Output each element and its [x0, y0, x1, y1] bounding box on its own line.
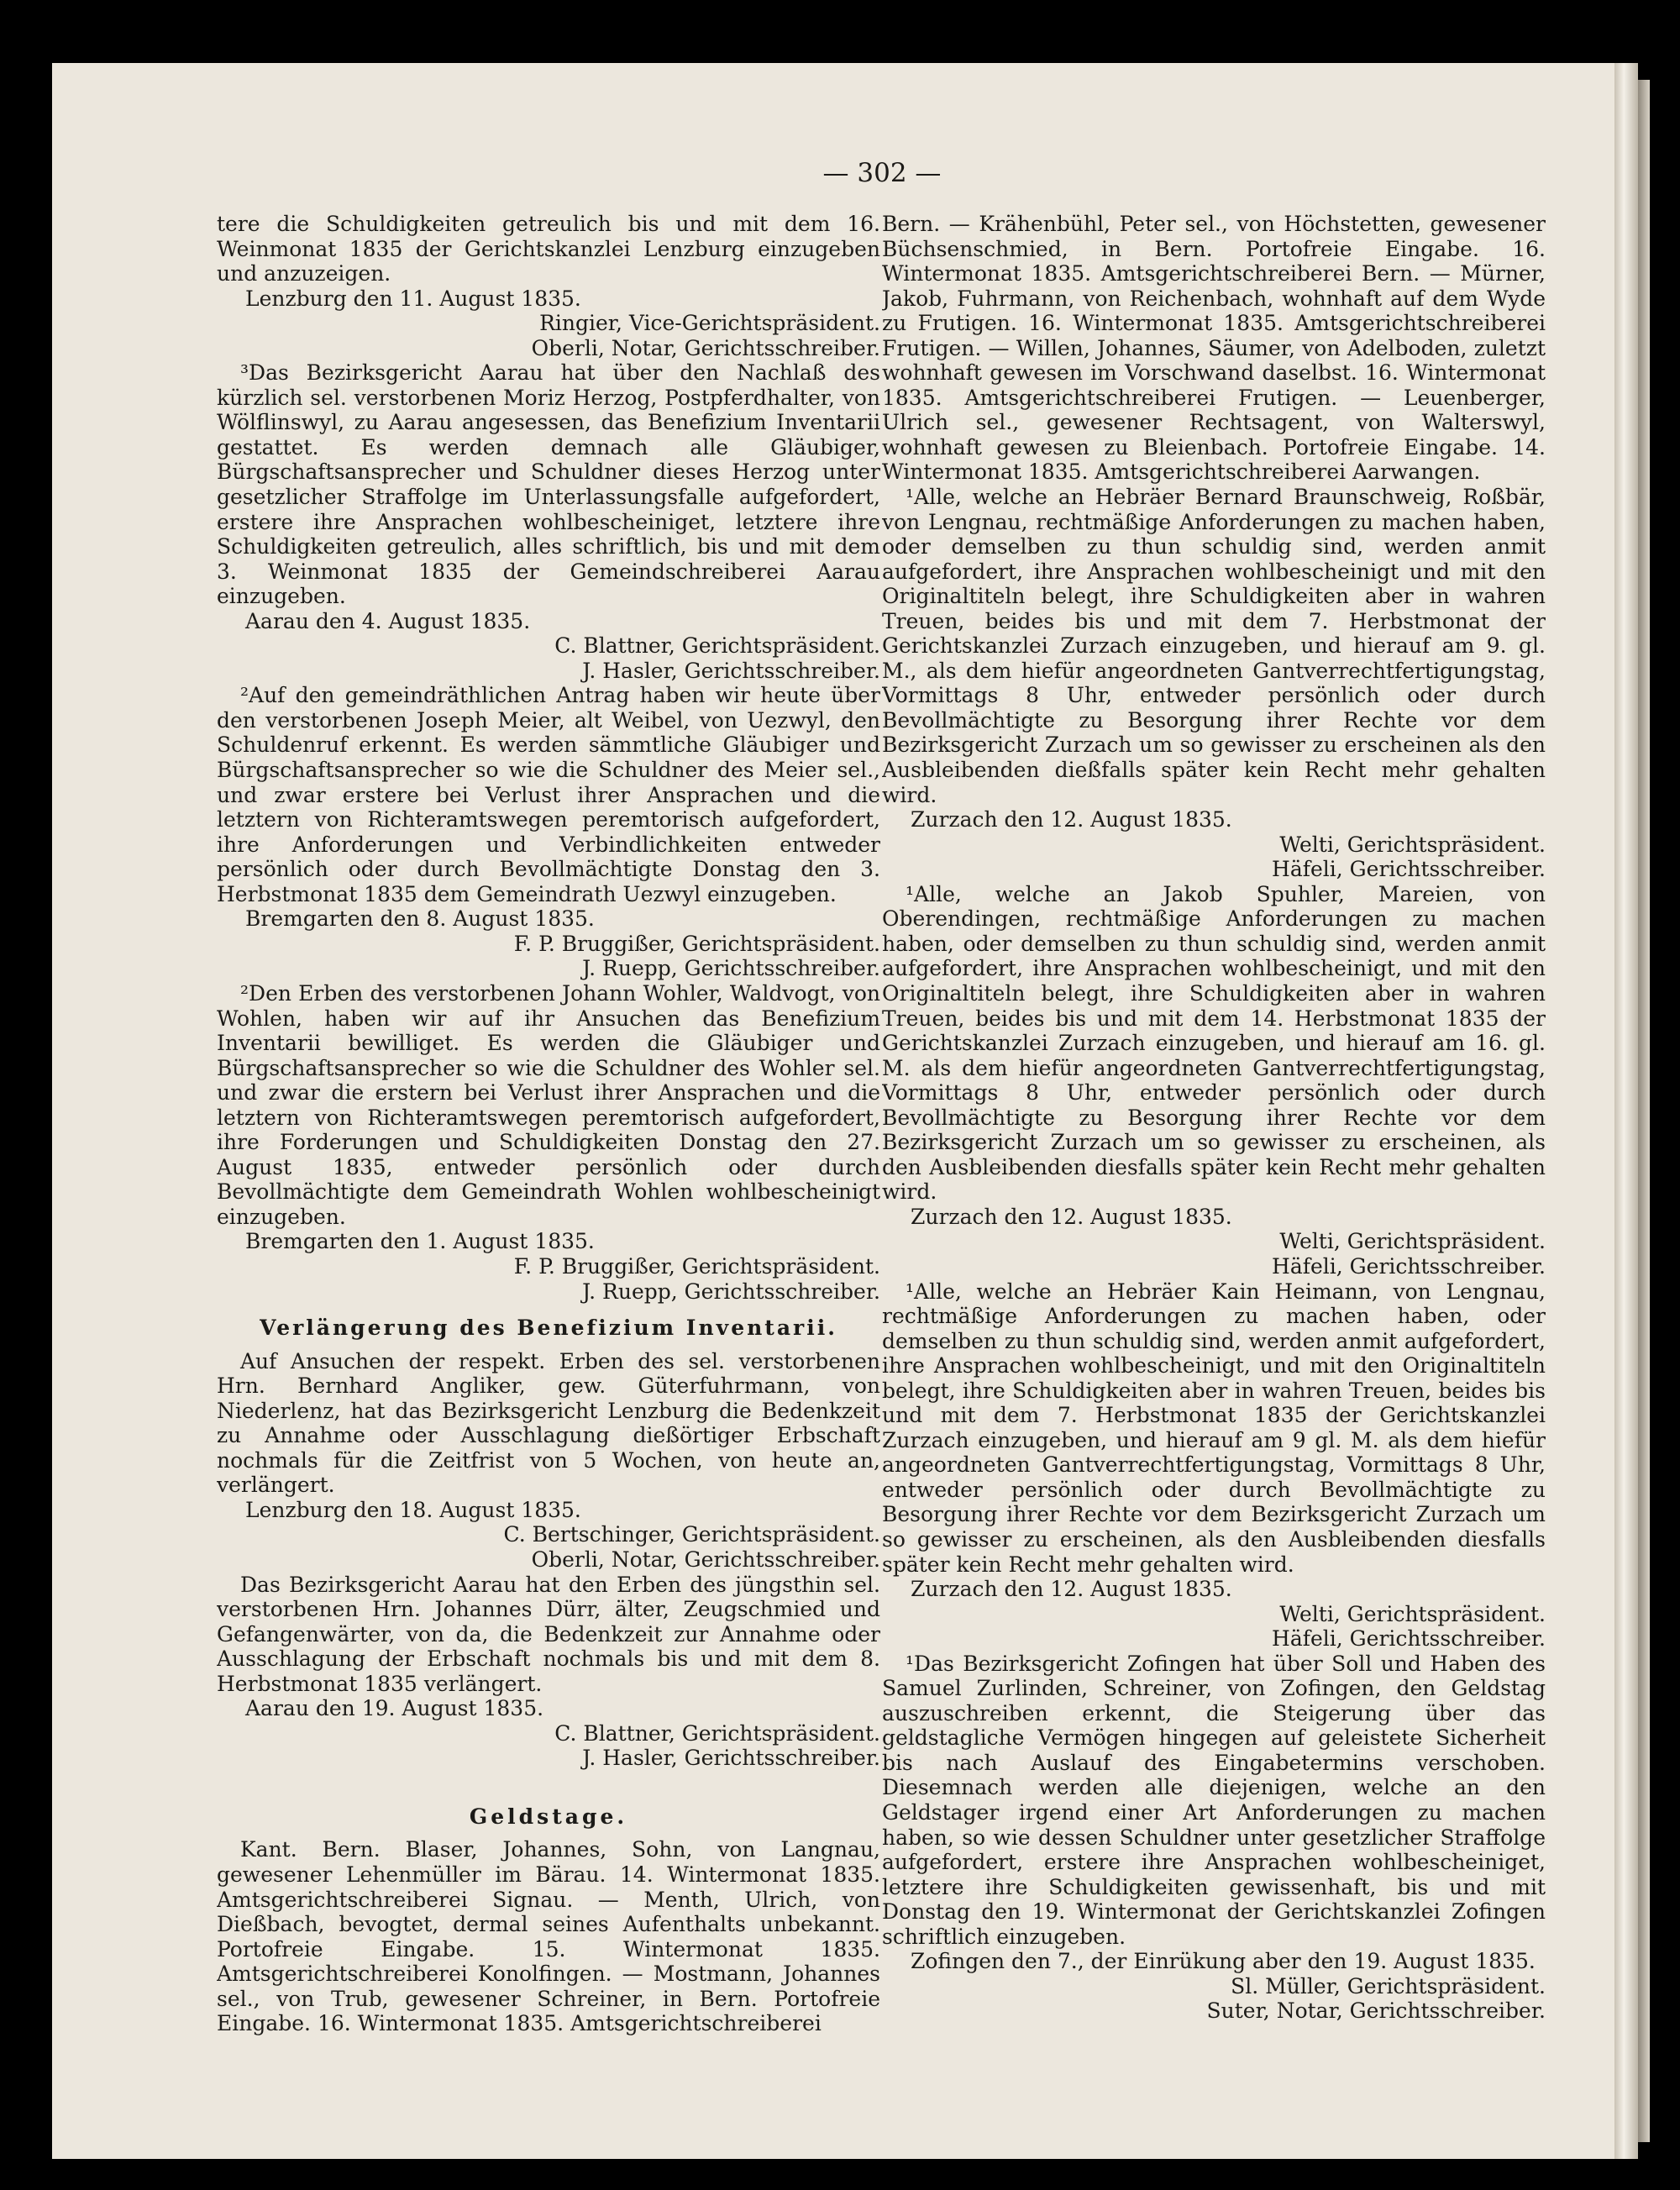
signature: C. Bertschinger, Gerichtspräsident.	[503, 1522, 880, 1547]
notice-text: Bern. — Krähenbühl, Peter sel., von Höchstetten, gewesener Büchsenschmied, in Bern. Portofreie Eingabe. 16. Wintermonat 1835. Amtsgerichtschreiberei Bern. — Mürner, Jakob, Fuhrmann, von Reichenbach, wohnhaft auf dem Wyde zu Frutigen. 16. Wintermonat 1835. Amtsgerichtschreiberei Frutigen. — Willen, Johannes, Säumer, von Adelboden, zuletzt wohnhaft gewesen im Vorschwand daselbst. 16. Wintermonat 1835. Amtsgerichtschreiberei Frutigen. — Leuenberger, Ulrich sel., gewesener Rechtsagent, von Walterswyl, wohnhaft gewesen zu Bleienbach. Portofreie Eingabe. 14. Wintermonat 1835. Amtsgerichtschreiberei Aarwangen.	[882, 212, 1546, 485]
notice-date: Bremgarten den 1. August 1835.	[245, 1229, 595, 1254]
notice-date: Aarau den 4. August 1835.	[245, 608, 531, 633]
notice-date: Aarau den 19. August 1835.	[245, 1696, 544, 1721]
notice-text: Kant. Bern. Blaser, Johannes, Sohn, von Langnau, gewesener Lehenmüller im Bärau. 14. Wintermonat 1835. Amtsgerichtschreiberei Signau. — Menth, Ulrich, von Dießbach, bevogtet, dermal seines Aufenthalts unbekannt. Portofreie Eingabe. 15. Wintermonat 1835. Amtsgerichtschreiberei Konolfingen. — Mostmann, Johannes sel., von Trub, gewesener Schreiner, in Bern. Portofreie Eingabe. 16. Wintermonat 1835. Amtsgerichtschreiberei	[217, 1837, 880, 2036]
signature: J. Ruepp, Gerichtsschreiber.	[582, 956, 880, 981]
notice-text: ²Auf den gemeindräthlichen Antrag haben wir heute über den verstorbenen Joseph Meier, alt Weibel, von Uezwyl, den Schuldenruf erkennt. Es werden sämmtliche Gläubiger und Bürgschaftsansprecher so wie die Schuldner des Meier sel., und zwar erstere bei Verlust ihrer Ansprachen und die letztern von Richteramtswegen peremtorisch aufgefordert, ihre Anforderungen und Verbindlichkeiten entweder persönlich oder durch Bevollmächtigte Donstag den 3. Herbstmonat 1835 dem Gemeindrath Uezwyl einzugeben.	[217, 683, 880, 906]
signature: Häfeli, Gerichtsschreiber.	[1272, 857, 1546, 882]
signature: Ringier, Vice-Gerichtspräsident.	[539, 311, 880, 336]
notice-date: Zurzach den 12. August 1835.	[911, 1204, 1232, 1229]
signature: Oberli, Notar, Gerichtsschreiber.	[531, 335, 880, 360]
notice-text: Auf Ansuchen der respekt. Erben des sel. verstorbenen Hrn. Bernhard Angliker, gew. Güterfuhrmann, von Niederlenz, hat das Bezirksgericht Lenzburg die Bedenkzeit zu Annahme oder Ausschlagung dießörtiger Erbschaft nochmals für die Zeitfrist von 5 Wochen, von heute an, verlängert.	[217, 1348, 880, 1498]
page-edge-shadow	[1638, 80, 1650, 2142]
signature: J. Hasler, Gerichtsschreiber.	[582, 1746, 880, 1771]
signature: C. Blattner, Gerichtspräsident.	[554, 633, 880, 659]
page-number: — 302 —	[822, 158, 942, 188]
signature: C. Blattner, Gerichtspräsident.	[554, 1720, 880, 1746]
signature: Oberli, Notar, Gerichtsschreiber.	[531, 1547, 880, 1572]
signature: J. Ruepp, Gerichtsschreiber.	[582, 1279, 880, 1304]
signature: Welti, Gerichtspräsident.	[1279, 1229, 1546, 1254]
signature: Häfeli, Gerichtsschreiber.	[1272, 1253, 1546, 1279]
notice-text: ¹Alle, welche an Hebräer Kain Heimann, von Lengnau, rechtmäßige Anforderungen zu machen haben, oder demselben zu thun schuldig sind, werden anmit aufgefordert, ihre Ansprachen wohlbescheinigt, und mit den Originaltiteln belegt, ihre Schuldigkeiten aber in wahren Treuen, beides bis und mit dem 7. Herbstmonat 1835 der Gerichtskanzlei Zurzach einzugeben, und hierauf am 9 gl. M. als dem hiefür angeordneten Gantverrechtfertigungstag, Vormittags 8 Uhr, entweder persönlich oder durch Bevollmächtigte zu Besorgung ihrer Rechte vor dem Bezirksgericht Zurzach um so gewisser zu erscheinen, als den Ausbleibenden diesfalls später kein Recht mehr gehalten wird.	[882, 1279, 1546, 1577]
signature: F. P. Bruggißer, Gerichtspräsident.	[513, 1253, 880, 1279]
signature: Suter, Notar, Gerichtsschreiber.	[1206, 1998, 1546, 2024]
signature: Sl. Müller, Gerichtspräsident.	[1231, 1973, 1546, 1998]
signature: F. P. Bruggißer, Gerichtspräsident.	[513, 931, 880, 956]
left-column	[217, 212, 880, 2068]
signature: Welti, Gerichtspräsident.	[1279, 832, 1546, 857]
notice-text: ¹Alle, welche an Hebräer Bernard Braunschweig, Roßbär, von Lengnau, rechtmäßige Anforderungen zu machen haben, oder demselben zu thun schuldig sind, werden anmit aufgefordert, ihre Ansprachen wohlbescheinigt und mit den Originaltiteln belegt, ihre Schuldigkeiten aber in wahren Treuen, beides bis und mit dem 7. Herbstmonat der Gerichtskanzlei Zurzach einzugeben, und hierauf am 9. gl. M., als dem hiefür angeordneten Gantverrechtfertigungstag, Vormittags 8 Uhr, entweder persönlich oder durch Bevollmächtigte zu Besorgung ihrer Rechte vor dem Bezirksgericht Zurzach um so gewisser zu erscheinen als den Ausbleibenden dießfalls später kein Recht mehr gehalten wird.	[882, 485, 1546, 807]
notice-text: ¹Alle, welche an Jakob Spuhler, Mareien, von Oberendingen, rechtmäßige Anforderungen zu machen haben, oder demselben zu thun schuldig sind, werden anmit aufgefordert, ihre Ansprachen wohlbescheinigt, und mit den Originaltiteln belegt, ihre Schuldigkeiten aber in wahren Treuen, beides bis und mit dem 14. Herbstmonat 1835 der Gerichtskanzlei Zurzach einzugeben, und hierauf am 16. gl. M. als dem hiefür angeordneten Gantverrechtfertigungstag, Vormittags 8 Uhr, entweder persönlich oder durch Bevollmächtigte zu Besorgung ihrer Rechte vor dem Bezirksgericht Zurzach um so gewisser zu erscheinen, als den Ausbleibenden diesfalls später kein Recht mehr gehalten wird.	[882, 881, 1546, 1205]
right-column	[882, 212, 1546, 2068]
notice-date: Zurzach den 12. August 1835.	[911, 1577, 1232, 1602]
notice-date: Lenzburg den 11. August 1835.	[245, 286, 581, 311]
section-heading: Geldstage.	[469, 1804, 628, 1829]
notice-date: Lenzburg den 18. August 1835.	[245, 1497, 581, 1522]
page-edge	[1614, 63, 1638, 2159]
notice-text: ²Den Erben des verstorbenen Johann Wohler, Waldvogt, von Wohlen, haben wir auf ihr Ansuchen das Benefizium Inventarii bewilliget. Es werden die Gläubiger und Bürgschaftsansprecher so wie die Schuldner des Wohler sel. und zwar die erstern bei Verlust ihrer Ansprachen und die letztern von Richteramtswegen peremtorisch aufgefordert, ihre Forderungen und Schuldigkeiten Donstag den 27. August 1835, entweder persönlich oder durch Bevollmächtigte dem Gemeindrath Wohlen wohlbescheinigt einzugeben.	[217, 980, 880, 1229]
notice-date: Zurzach den 12. August 1835.	[911, 807, 1232, 832]
signature: Häfeli, Gerichtsschreiber.	[1272, 1626, 1546, 1652]
signature: J. Hasler, Gerichtsschreiber.	[582, 658, 880, 683]
notice-date: Zofingen den 7., der Einrükung aber den 19. August 1835.	[911, 1949, 1536, 1974]
notice-text: ¹Das Bezirksgericht Zofingen hat über Soll und Haben des Samuel Zurlinden, Schreiner, von Zofingen, den Geldstag auszuschreiben erkennt, die Steigerung über das geldstagliche Vermögen hingegen auf geleistete Sicherheit bis nach Auslauf des Eingabetermins verschoben. Diesemnach werden alle diejenigen, welche an den Geldstager irgend einer Art Anforderungen zu machen haben, so wie dessen Schuldner unter gesetzlicher Straffolge aufgefordert, erstere ihre Ansprachen wohlbescheiniget, letztere ihre Schuldigkeiten gewissenhaft, bis und mit Donstag den 19. Wintermonat der Gerichtskanzlei Zofingen schriftlich einzugeben.	[882, 1651, 1546, 1949]
notice-date: Bremgarten den 8. August 1835.	[245, 906, 595, 932]
notice-text: Das Bezirksgericht Aarau hat den Erben des jüngsthin sel. verstorbenen Hrn. Johannes Dürr, älter, Zeugschmied und Gefangenwärter, von da, die Bedenkzeit zur Annahme oder Ausschlagung der Erbschaft nochmals bis und mit dem 8. Herbstmonat 1835 verlängert.	[217, 1572, 880, 1696]
section-heading: Verlängerung des Benefizium Inventarii.	[260, 1316, 837, 1341]
notice-text: ³Das Bezirksgericht Aarau hat über den Nachlaß des kürzlich sel. verstorbenen Moriz Herzog, Postpferdhalter, von Wölflinswyl, zu Aarau angesessen, das Benefizium Inventarii gestattet. Es werden demnach alle Gläubiger, Bürgschaftsansprecher und Schuldner dieses Herzog unter gesetzlicher Straffolge im Unterlassungsfalle aufgefordert, erstere ihre Ansprachen wohlbescheiniget, letztere ihre Schuldigkeiten getreulich, alles schriftlich, bis und mit dem 3. Weinmonat 1835 der Gemeindschreiberei Aarau einzugeben.	[217, 360, 880, 609]
signature: Welti, Gerichtspräsident.	[1279, 1601, 1546, 1626]
notice-text: tere die Schuldigkeiten getreulich bis und mit dem 16. Weinmonat 1835 der Gerichtskanzlei Lenzburg einzugeben und anzuzeigen.	[217, 212, 880, 286]
